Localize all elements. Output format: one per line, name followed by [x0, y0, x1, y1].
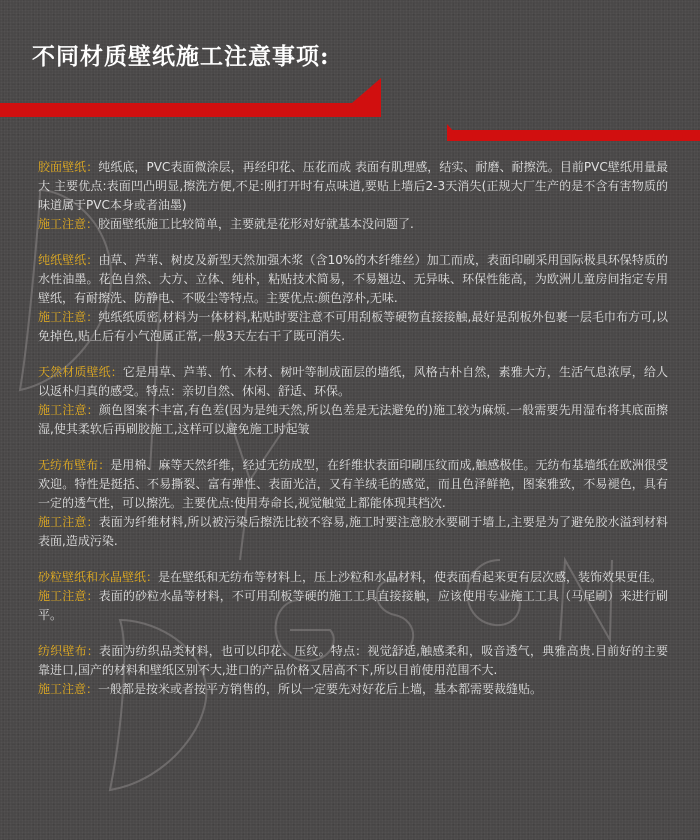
section-label: 砂粒壁纸和水晶壁纸：	[38, 570, 159, 584]
section-natural-wallpaper	[38, 363, 668, 439]
note-label: 施工注意：	[38, 682, 99, 696]
section-text: 是用棉、麻等天然纤维，经过无纺成型，在纤维状表面印刷压纹而成,触感极佳。无纺布基墙纸在欧洲很受欢迎。特性是挺括、不易撕裂、富有弹性、表面光洁，又有羊绒毛的感觉，而且色泽鲜艳，图案雅致，不易褪色，具有一定的透气性，可以擦洗。主要优点:使用寿命长,视觉触觉上都能体现其档次.	[38, 458, 668, 510]
note-text: 一般都是按米或者按平方销售的，所以一定要先对好花后上墙，基本都需要裁缝贴。	[98, 682, 543, 696]
section-text: 它是用草、芦苇、竹、木材、树叶等制成面层的墙纸，风格古朴自然，素雅大方，生活气息浓厚，给人以返朴归真的感受。特点：亲切自然、休闲、舒适、环保。	[38, 365, 668, 398]
section-text: 是在壁纸和无纺布等材料上，压上沙粒和水晶材料，使表面看起来更有层次感，装饰效果更佳。	[158, 570, 663, 584]
content-body	[38, 158, 668, 716]
section-label: 胶面壁纸：	[38, 160, 99, 174]
note-label: 施工注意：	[38, 403, 99, 417]
section-description	[38, 456, 668, 513]
note-label: 施工注意：	[38, 515, 99, 529]
section-label: 纺织壁布：	[38, 644, 99, 658]
note-label: 施工注意：	[38, 589, 99, 603]
note-text: 颜色图案不丰富,有色差(因为是纯天然,所以色差是无法避免的)施工较为麻烦.一般需要先用湿布将其底面擦湿,使其柔软后再刷胶施工,这样可以避免施工时起皱	[38, 403, 668, 436]
section-note	[38, 680, 668, 699]
section-pure-paper-wallpaper	[38, 251, 668, 346]
note-text: 纯纸纸质密,材料为一体材料,粘贴时要注意不可用刮板等硬物直接接触,最好是刮板外包裹一层毛巾布方可,以免掉色,贴上后有小气泡属正常,一般3天左右干了既可消失.	[38, 310, 668, 343]
section-pvc-wallpaper	[38, 158, 668, 234]
note-label: 施工注意：	[38, 310, 99, 324]
section-text: 表面为纺织品类材料，也可以印花、压纹。特点：视觉舒适,触感柔和，吸音透气，典雅高贵.目前好的主要靠进口,国产的材料和壁纸区别不大,进口的产品价格又居高不下,所以目前使用范围不大.	[38, 644, 668, 677]
note-text: 表面为纤维材料,所以被污染后擦洗比较不容易,施工时要注意胶水要刷于墙上,主要是为了避免胶水溢到材料表面,造成污染.	[38, 515, 668, 548]
note-text: 胶面壁纸施工比较简单，主要就是花形对好就基本没问题了.	[98, 217, 414, 231]
section-note	[38, 401, 668, 439]
page-title: 不同材质壁纸施工注意事项:	[32, 43, 330, 70]
red-stripe-left	[0, 78, 381, 117]
section-note	[38, 215, 668, 234]
section-text: 由草、芦苇、树皮及新型天然加强木浆（含10%的木纤维丝）加工而成，表面印刷采用国际极具环保特质的水性油墨。花色自然、大方、立体、纯朴，粘贴技术简易，不易翘边、无异味、环保性能高，为欧洲儿童房间指定专用壁纸，有耐擦洗、防静电、不吸尘等特点。主要优点:颜色淳朴,无味.	[38, 253, 668, 305]
section-sand-crystal-wallpaper	[38, 568, 668, 625]
note-text: 表面的砂粒水晶等材料，不可用刮板等硬的施工工具直接接触，应该使用专业施工工具（马尾刷）来进行刷平。	[38, 589, 668, 622]
section-description	[38, 251, 668, 308]
note-label: 施工注意：	[38, 217, 99, 231]
section-note	[38, 587, 668, 625]
section-description	[38, 363, 668, 401]
section-text: 纯纸底，PVC表面微涂层，再经印花、压花而成 表面有肌理感，结实、耐磨、耐擦洗。目前PVC壁纸用量最大 主要优点:表面凹凸明显,擦洗方便,不足:刚打开时有点味道,要贴上墙后2-3天消失(正规大厂生产的是不含有害物质的味道属于PVC本身或者油墨)	[38, 160, 668, 212]
red-stripe-right-cap	[447, 124, 462, 141]
red-accent-stripes	[0, 0, 700, 150]
section-label: 无纺布壁布：	[38, 458, 111, 472]
red-stripe-right	[447, 130, 700, 141]
section-label: 纯纸壁纸：	[38, 253, 99, 267]
section-nonwoven-wallpaper	[38, 456, 668, 551]
section-label: 天然材质壁纸：	[38, 365, 123, 379]
section-description	[38, 642, 668, 680]
section-note	[38, 308, 668, 346]
section-description	[38, 568, 668, 587]
section-description	[38, 158, 668, 215]
section-textile-wallpaper	[38, 642, 668, 699]
section-note	[38, 513, 668, 551]
